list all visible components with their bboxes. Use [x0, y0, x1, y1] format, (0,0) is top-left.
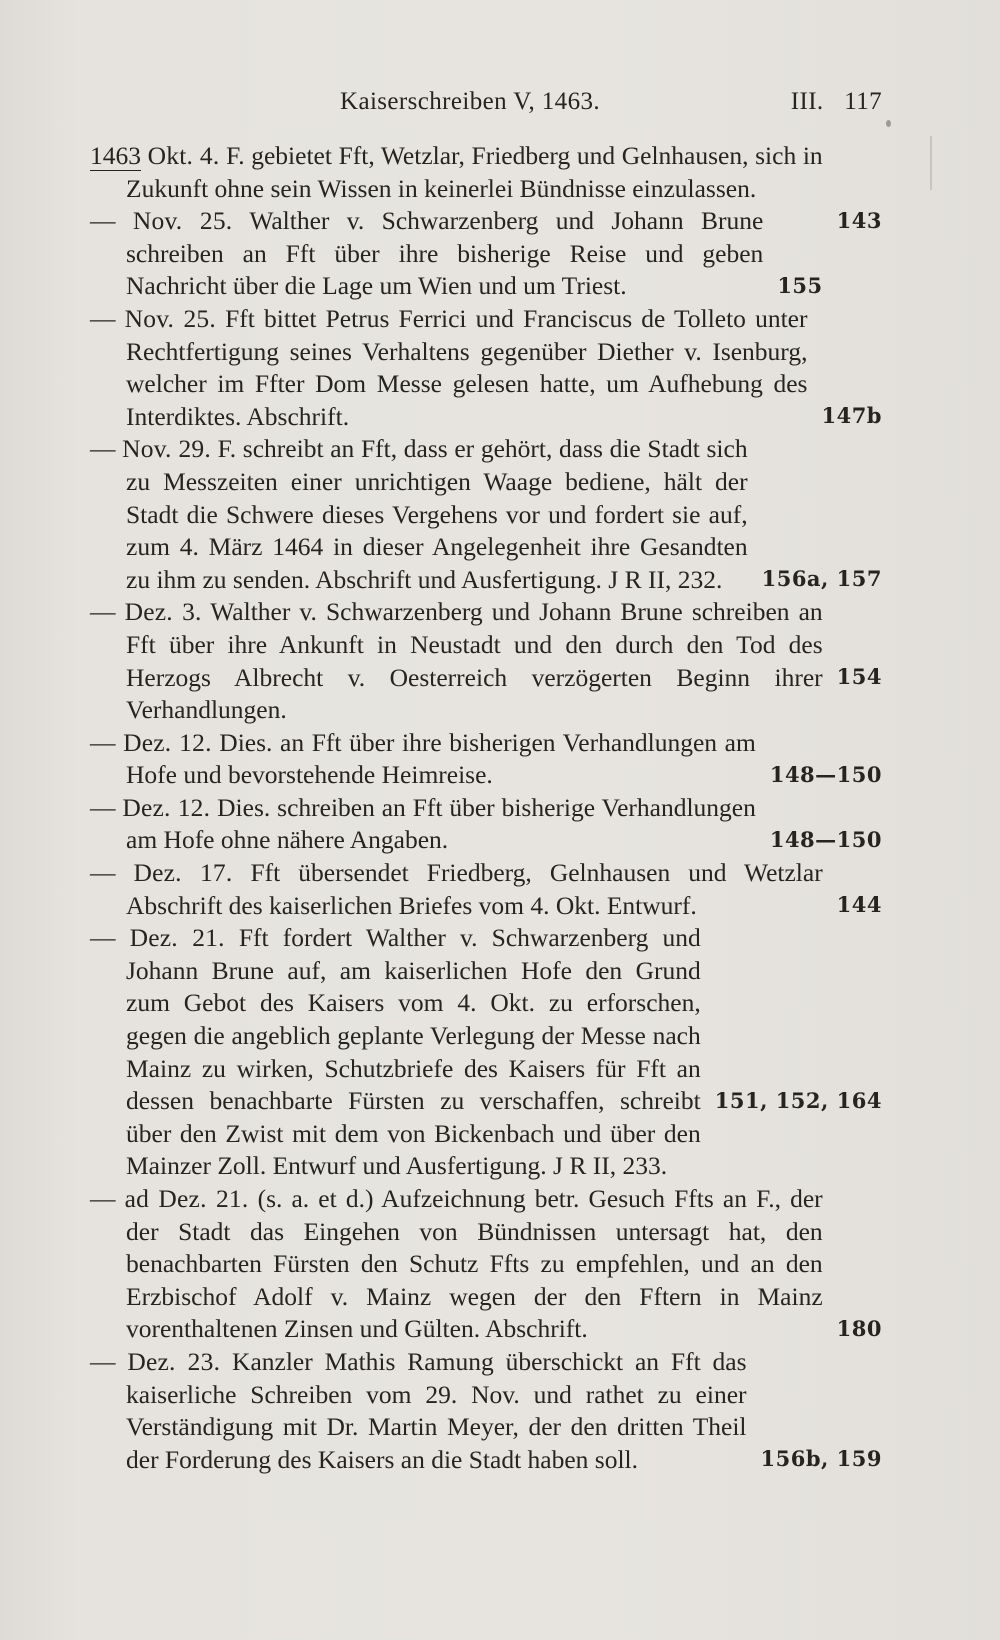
entry-date: Dez. 23. [127, 1346, 221, 1376]
entry-dash: — [90, 597, 116, 627]
entry-text: Kanzler Mathis Ramung überschickt an Fft das kaiserliche Schreiben vom 29. Nov. und rathet zu einer Verständigung mit Dr. Martin Meyer, der den dritten Theil der Forderung des Kaisers an die Stadt haben soll. [126, 1346, 747, 1474]
entry-reference: 155 [777, 273, 823, 299]
calendar-entry [90, 1346, 882, 1476]
entry-reference: 147b [821, 402, 882, 428]
entry-text: (s. a. et d.) Aufzeichnung betr. Gesuch Ffts an F., der der Stadt das Eingehen von Bündnissen untersagt hat, den benachbarten Fürsten den Schutz Ffts zu empfehlen, und an den Erzbischof Adolf v. Mainz wegen der den Fftern in Mainz vorenthaltenen Zinsen und Gülten. Abschrift. [126, 1184, 823, 1344]
entry-dash: — [90, 303, 116, 333]
calendar-entry [90, 727, 882, 792]
calendar-entry [90, 1183, 882, 1346]
entry-dash: — [90, 1346, 116, 1376]
margin-mark [930, 136, 932, 190]
entry-text: Fft übersendet Friedberg, Gelnhausen und Wetzlar Abschrift des kaiserlichen Briefes vom 4. Okt. Entwurf. [126, 858, 823, 920]
entry-date: Dez. 12. [122, 792, 211, 822]
entries-list [90, 140, 882, 1476]
entry-text: Dies. an Fft über ihre bisherigen Verhandlungen am Hofe und bevorstehende Heimreise. [126, 727, 756, 790]
entry-date: Dez. 17. [133, 858, 233, 888]
entry-text: Walther v. Schwarzenberg und Johann Brune schreiben an Fft über ihre bisherige Reise und geben Nachricht über die Lage um Wien und um Triest. [126, 206, 764, 301]
calendar-entry [90, 792, 882, 857]
entry-date: Dez. 12. [123, 727, 212, 757]
entry-text: Fft fordert Walther v. Schwarzenberg und Johann Brune auf, am kaiserlichen Hofe den Grund zum Gebot des Kaisers vom 4. Okt. zu erforschen, gegen die angeblich geplante Verlegung der Messe nach Mainz zu wirken, Schutzbriefe des Kaisers für Fft an dessen benachbarte Fürsten zu verschaffen, schreibt über den Zwist mit dem von Bickenbach und über den Mainzer Zoll. Entwurf und Ausfertigung. J R II, 233. [126, 923, 701, 1181]
entry-text: Walther v. Schwarzenberg und Johann Brune schreiben an Fft über ihre Ankunft in Neustadt und den durch den Tod des Herzogs Albrecht v. Oesterreich verzögerten Beginn ihrer Verhandlungen. [126, 597, 823, 725]
entry-reference: 156b, 159 [760, 1445, 882, 1471]
entry-text: Dies. schreiben an Fft über bisherige Verhandlungen am Hofe ohne nähere Angaben. [126, 792, 756, 855]
entry-text: F. gebietet Fft, Wetzlar, Friedberg und Gelnhausen, sich in Zukunft ohne sein Wissen in keinerlei Bündnisse einzulassen. [126, 141, 823, 203]
entry-date: ad Dez. 21. [124, 1184, 249, 1213]
entry-date: Dez. 3. [124, 597, 202, 627]
page-header [90, 88, 882, 124]
entry-dash: — [90, 727, 116, 757]
calendar-entry [90, 303, 882, 433]
entry-text: F. schreibt an Fft, dass er gehört, dass die Stadt sich zu Messzeiten einer unrichtigen Waage bediene, hält der Stadt die Schwere dieses Vergehens vor und fordert sie auf, zum 4. März 1464 in dieser Angelegenheit ihre Gesandten zu ihm zu senden. Abschrift und Ausfertigung. J R II, 232. [126, 434, 748, 594]
section-and-page-number: III. 117 [790, 88, 882, 115]
entry-text: Fft bittet Petrus Ferrici und Franciscus de Tolleto unter Rechtfertigung seines Verhaltens gegenüber Diether v. Isenburg, welcher im Ffter Dom Messe gelesen hatte, um Aufhebung des Interdiktes. Abschrift. [126, 303, 808, 431]
entry-reference: 144 [836, 892, 882, 918]
entry-dash: — [90, 858, 116, 888]
entry-reference: 154 [836, 664, 882, 690]
calendar-entry [90, 433, 882, 596]
entry-date: Nov. 29. [122, 434, 211, 464]
entry-date: Okt. 4. [147, 141, 220, 170]
entry-reference: 148—150 [769, 826, 882, 852]
entry-dash: — [90, 206, 116, 236]
entry-date: Nov. 25. [124, 303, 216, 333]
entry-reference: 143 [836, 208, 882, 233]
entry-year: 1463 [90, 141, 141, 170]
margin-speck [886, 120, 891, 127]
calendar-entry [90, 922, 882, 1183]
entry-reference: 151, 152, 164 [714, 1088, 882, 1114]
entry-reference: 180 [836, 1316, 882, 1341]
entry-date: Nov. 25. [132, 206, 233, 236]
entry-dash: — [90, 792, 116, 822]
entry-dash: — [90, 1184, 116, 1213]
entry-dash: — [90, 923, 116, 953]
calendar-entry [90, 857, 882, 922]
calendar-entry [90, 205, 882, 303]
running-title: Kaiserschreiben V, 1463. [340, 88, 601, 115]
entry-dash: — [90, 434, 116, 464]
entry-reference: 156a, 157 [761, 566, 882, 592]
entry-date: Dez. 21. [129, 923, 225, 953]
calendar-entry [90, 596, 882, 726]
entry-reference: 148—150 [769, 761, 882, 787]
